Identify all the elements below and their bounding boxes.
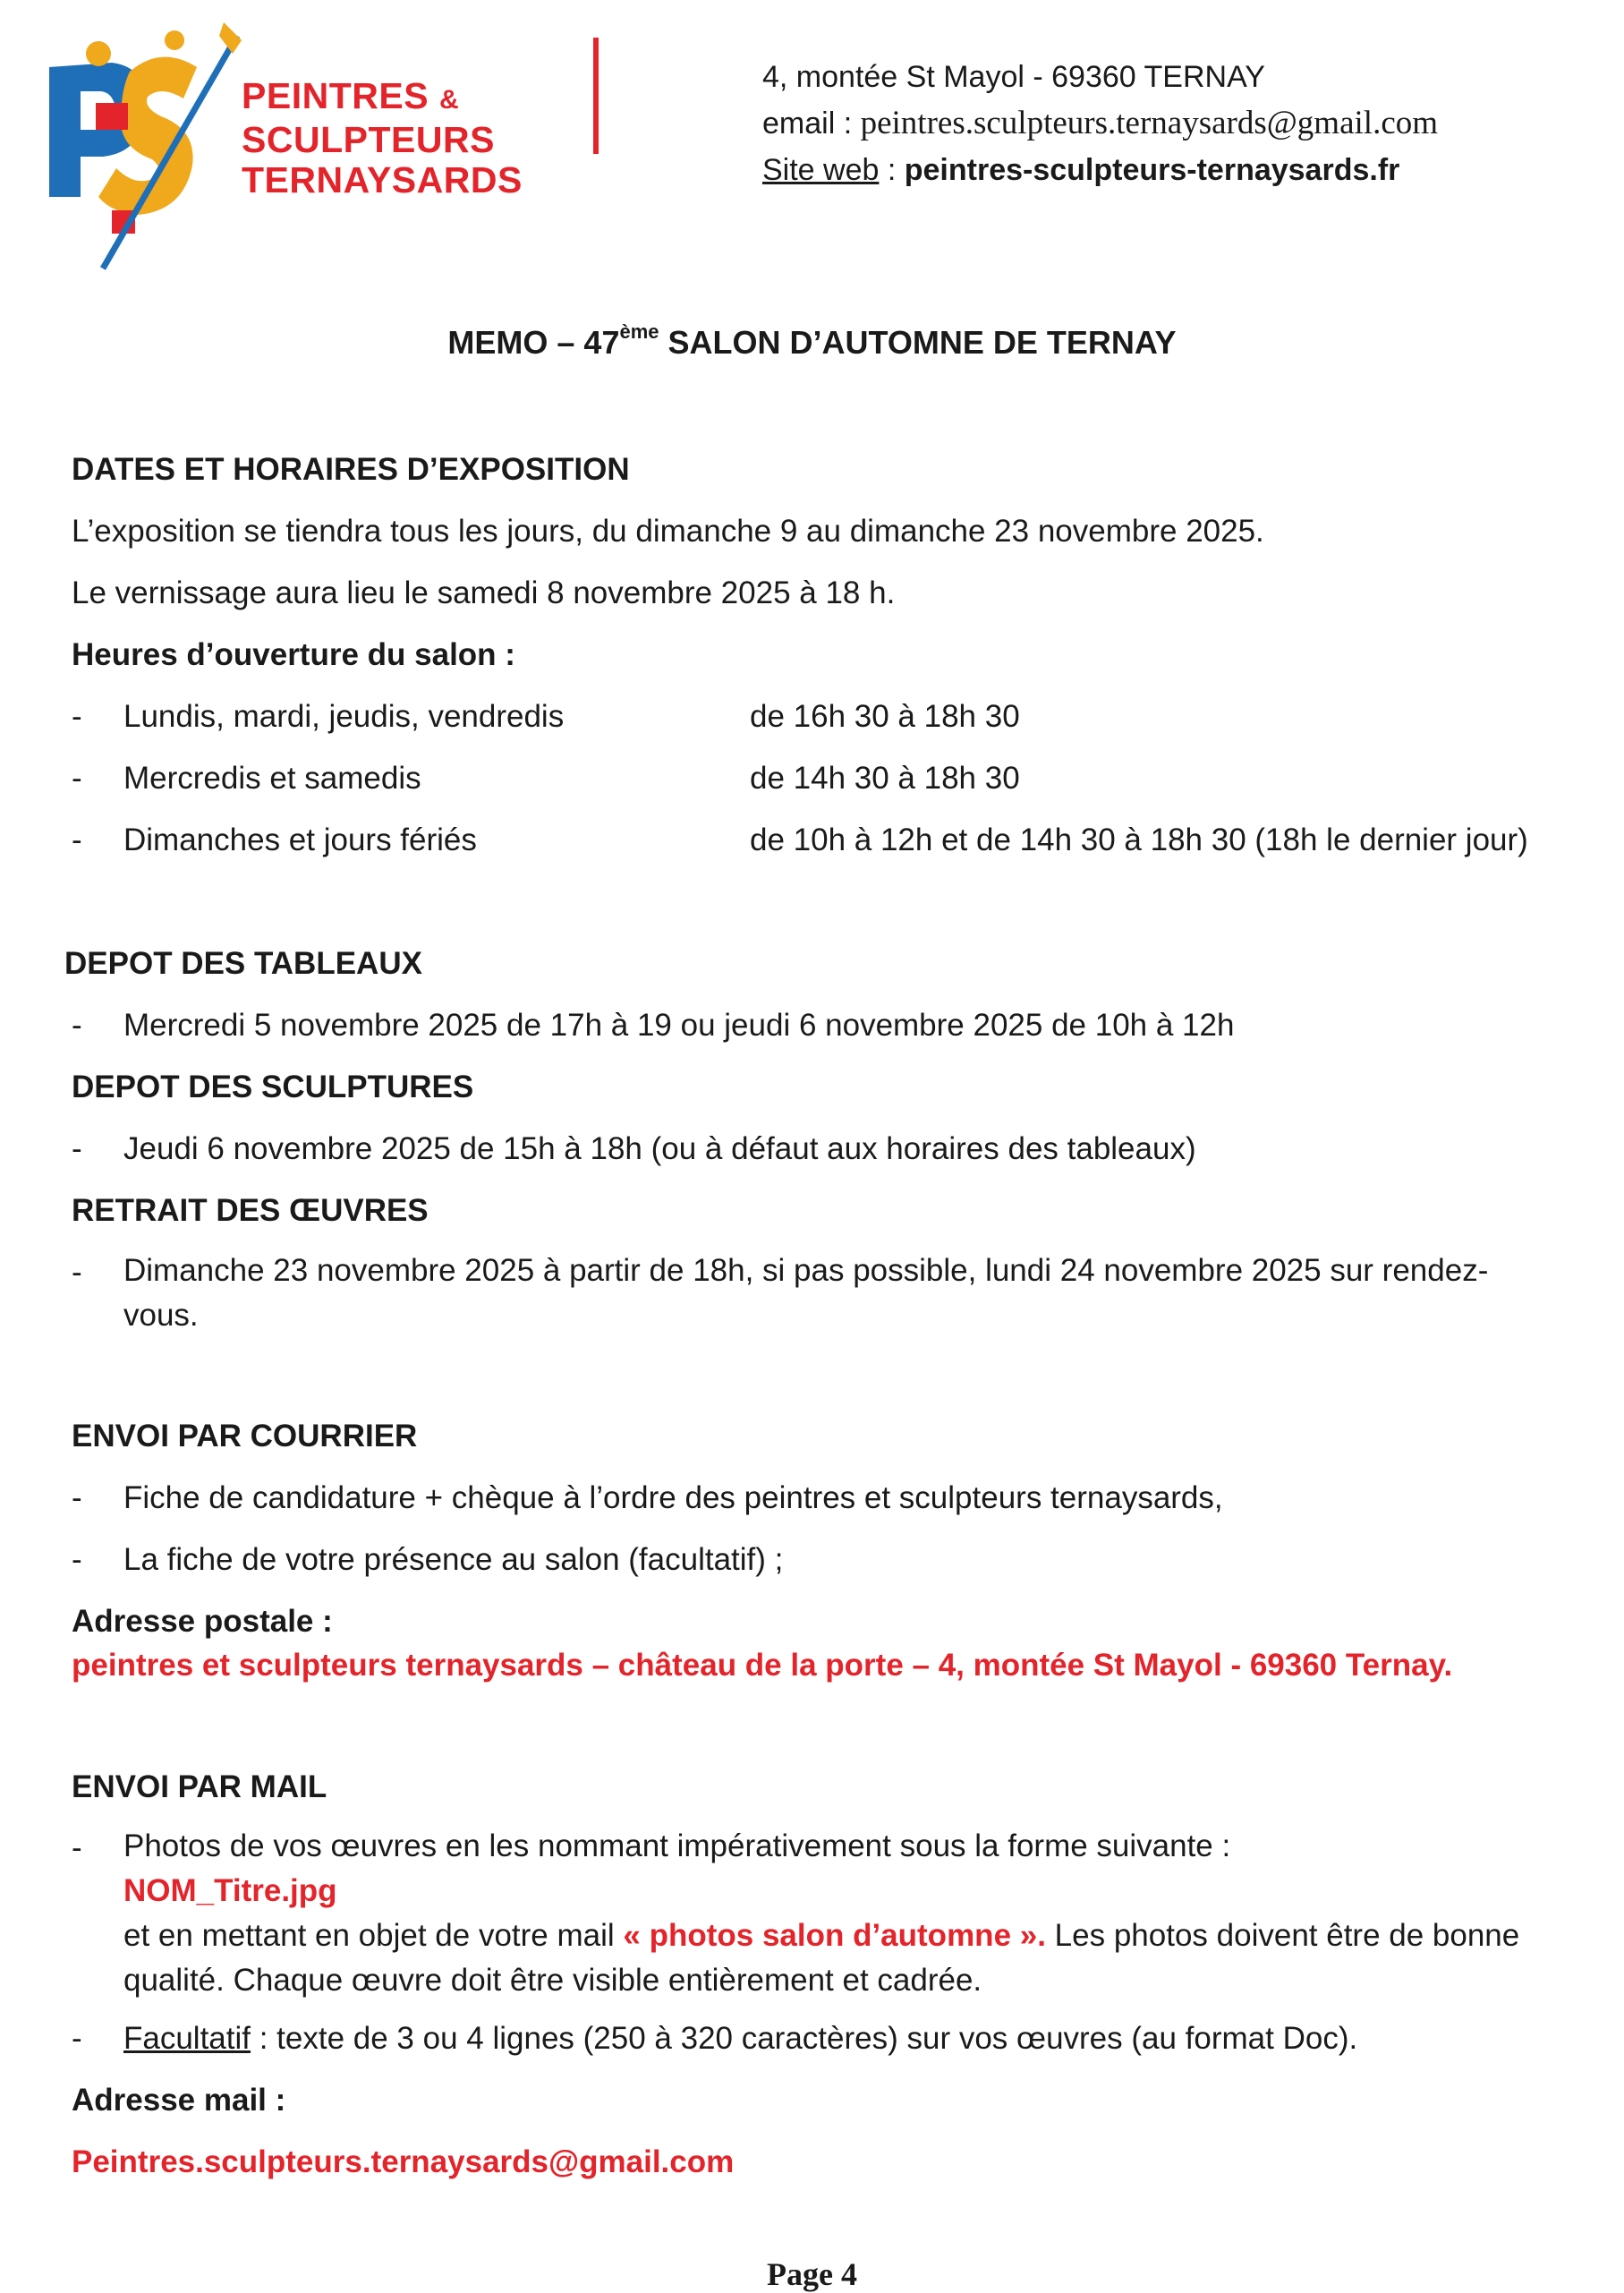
mail-address-label: Adresse mail :: [72, 2083, 286, 2118]
logo-text: [242, 76, 523, 200]
dates-line-1: L’exposition se tiendra tous les jours, du dimanche 9 au dimanche 23 novembre 2025.: [72, 514, 1264, 549]
logo: [49, 18, 523, 273]
mail-heading: ENVOI PAR MAIL: [72, 1769, 327, 1804]
mail-photos-filename: NOM_Titre.jpg: [123, 1873, 337, 1908]
dates-line-2: Le vernissage aura lieu le samedi 8 novembre 2025 à 18 h.: [72, 575, 896, 610]
page-title: [0, 320, 1624, 362]
bullet-dash: -: [72, 1830, 82, 1865]
page-number: Page 4: [767, 2256, 857, 2292]
site-label: Site web: [762, 153, 880, 187]
depot-sculptures-item: Jeudi 6 novembre 2025 de 15h à 18h (ou à défaut aux horaires des tableaux): [123, 1131, 1196, 1166]
logo-line-3: TERNAYSARDS: [242, 159, 523, 200]
bullet-dash: -: [72, 699, 82, 734]
mail-photos-intro: Photos de vos œuvres en les nommant impérativement sous la forme suivante :: [123, 1828, 1231, 1863]
header-divider: [593, 38, 599, 154]
contact-block: [762, 54, 1438, 193]
mail-photos-subject: « photos salon d’automne ».: [623, 1918, 1046, 1953]
courrier-item: Fiche de candidature + chèque à l’ordre des peintres et sculpteurs ternaysards,: [123, 1480, 1223, 1515]
hours-days: Dimanches et jours fériés: [123, 823, 477, 857]
title-prefix: MEMO – 47: [447, 324, 620, 361]
bullet-dash: -: [72, 761, 82, 796]
optional-label: Facultatif: [123, 2021, 251, 2056]
email-label: email :: [762, 107, 861, 141]
logo-mark-icon: [49, 18, 246, 273]
bullet-dash: -: [72, 1480, 82, 1515]
hours-time: de 16h 30 à 18h 30: [750, 699, 1020, 734]
hours-time: de 14h 30 à 18h 30: [750, 761, 1020, 796]
courrier-address-label: Adresse postale :: [72, 1604, 333, 1639]
title-superscript: ème: [619, 320, 659, 343]
logo-ampersand: &: [438, 85, 460, 115]
mail-address-value[interactable]: Peintres.sculpteurs.ternaysards@gmail.com: [72, 2144, 735, 2179]
depot-sculptures-heading: DEPOT DES SCULPTURES: [72, 1070, 474, 1104]
mail-photos-post: Les photos doivent être de bonne qualité. Chaque œuvre doit être visible entièrement et cadrée.: [123, 1918, 1520, 1998]
mail-photos-pre: et en mettant en objet de votre mail: [123, 1918, 624, 1953]
mail-photos-detail: [123, 1914, 1546, 2003]
contact-site: [762, 147, 1438, 193]
courrier-heading: ENVOI PAR COURRIER: [72, 1419, 418, 1453]
bullet-dash: -: [72, 1008, 82, 1043]
logo-line-2: SCULPTEURS: [242, 119, 495, 160]
courrier-item: La fiche de votre présence au salon (facultatif) ;: [123, 1542, 784, 1577]
retrait-heading: RETRAIT DES ŒUVRES: [72, 1193, 429, 1228]
bullet-dash: -: [72, 1542, 82, 1577]
bullet-dash: -: [72, 1131, 82, 1166]
bullet-dash: -: [72, 2021, 82, 2056]
contact-email: [762, 100, 1438, 147]
hours-time: de 10h à 12h et de 14h 30 à 18h 30 (18h le dernier jour): [750, 823, 1528, 857]
depot-tableaux-item: Mercredi 5 novembre 2025 de 17h à 19 ou jeudi 6 novembre 2025 de 10h à 12h: [123, 1008, 1235, 1043]
site-separator: :: [879, 153, 905, 187]
title-suffix: SALON D’AUTOMNE DE TERNAY: [659, 324, 1177, 361]
site-value[interactable]: peintres-sculpteurs-ternaysards.fr: [904, 153, 1400, 187]
dates-heading: DATES ET HORAIRES D’EXPOSITION: [72, 452, 630, 487]
mail-item-optional: [123, 2021, 1357, 2057]
contact-address: 4, montée St Mayol - 69360 TERNAY: [762, 60, 1265, 94]
hours-days: Lundis, mardi, jeudis, vendredis: [123, 699, 565, 734]
optional-text: : texte de 3 ou 4 lignes (250 à 320 caractères) sur vos œuvres (au format Doc).: [251, 2021, 1358, 2056]
hours-days: Mercredis et samedis: [123, 761, 421, 796]
logo-line-1: PEINTRES: [242, 75, 429, 116]
hours-heading: Heures d’ouverture du salon :: [72, 637, 515, 672]
bullet-dash: -: [72, 823, 82, 857]
courrier-address-value: peintres et sculpteurs ternaysards – château de la porte – 4, montée St Mayol - 69360 Ternay.: [72, 1648, 1453, 1683]
mail-item-photos: [123, 1824, 1546, 2003]
depot-tableaux-heading: DEPOT DES TABLEAUX: [64, 946, 422, 981]
email-value[interactable]: peintres.sculpteurs.ternaysards@gmail.com: [860, 105, 1439, 141]
bullet-dash: -: [72, 1255, 82, 1290]
retrait-item: Dimanche 23 novembre 2025 à partir de 18h, si pas possible, lundi 24 novembre 2025 sur rendez-vous.: [123, 1253, 1489, 1333]
